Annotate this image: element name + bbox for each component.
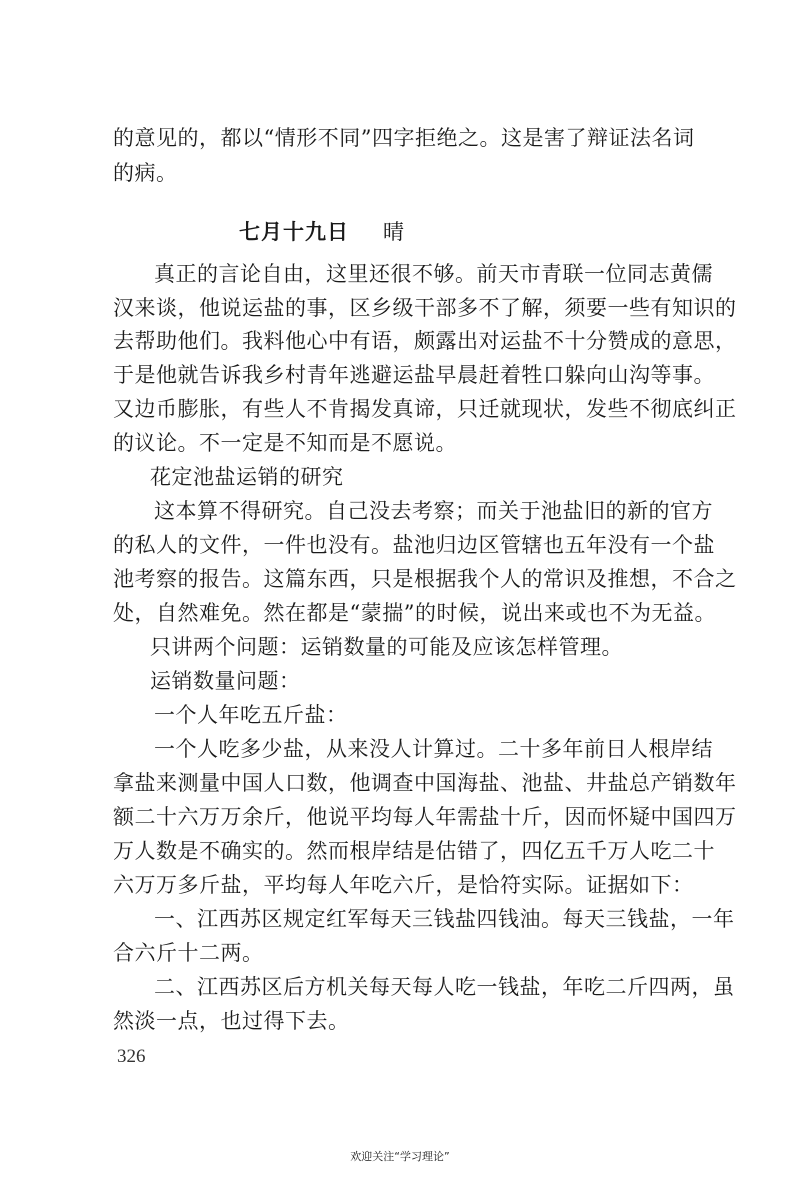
text-line: 处，自然难免。然在都是“蒙揣”的时候，说出来或也不为无益。 [113,601,716,625]
text-line: 二、江西苏区后方机关每天每人吃一钱盐，年吃二斤四两，虽 [154,975,735,999]
entry-weather: 晴 [383,220,405,244]
text-line: 去帮助他们。我料他心中有语，颇露出对运盐不十分赞成的意思， [113,329,737,353]
text-line: 只讲两个问题：运销数量的可能及应该怎样管理。 [150,635,623,659]
text-line: 一、江西苏区规定红军每天三钱盐四钱油。每天三钱盐，一年 [154,907,735,931]
text-line: 额二十六万万余斤，他说平均每人年需盐十斤，因而怀疑中国四万 [113,805,737,829]
subsection-title: 一个人年吃五斤盐： [154,703,348,727]
text-line: 的意见的，都以“情形不同”四字拒绝之。这是害了辩证法名词 [113,126,695,150]
subsection-title: 运销数量问题： [150,669,301,693]
text-line: 拿盐来测量中国人口数，他调查中国海盐、池盐、井盐总产销数年 [113,771,737,795]
text-line: 真正的言论自由，这里还很不够。前天市青联一位同志黄儒 [154,262,713,286]
text-line: 万人数是不确实的。然而根岸结是估错了，四亿五千万人吃二十 [113,839,715,863]
text-line: 的议论。不一定是不知而是不愿说。 [113,431,457,455]
section-title: 花定池盐运销的研究 [150,465,344,489]
text-line: 六万万多斤盐，平均每人年吃六斤，是恰符实际。证据如下： [113,873,694,897]
text-line: 的病。 [113,161,178,185]
text-line: 汉来谈，他说运盐的事，区乡级干部多不了解，须要一些有知识的 [113,296,737,320]
page-number: 326 [117,1046,146,1067]
text-line: 合六斤十二两。 [113,941,264,965]
text-line: 于是他就告诉我乡村青年逃避运盐早晨赶着牲口躲向山沟等事。 [113,363,715,387]
text-line: 然淡一点，也过得下去。 [113,1009,350,1033]
text-line: 池考察的报告。这篇东西，只是根据我个人的常识及推想，不合之 [113,567,737,591]
entry-date: 七月十九日 [239,220,349,244]
footer-watermark-text: 欢迎关注“学习理论” [350,1150,450,1163]
text-line: 又边币膨胀，有些人不肯揭发真谛，只迁就现状，发些不彻底纠正 [113,397,737,421]
text-line: 这本算不得研究。自己没去考察；而关于池盐旧的新的官方 [154,499,713,523]
diary-entry-heading [239,216,405,246]
text-line: 的私人的文件，一件也没有。盐池归边区管辖也五年没有一个盐 [113,533,715,557]
text-line: 一个人吃多少盐，从来没人计算过。二十多年前日人根岸结 [154,737,713,761]
